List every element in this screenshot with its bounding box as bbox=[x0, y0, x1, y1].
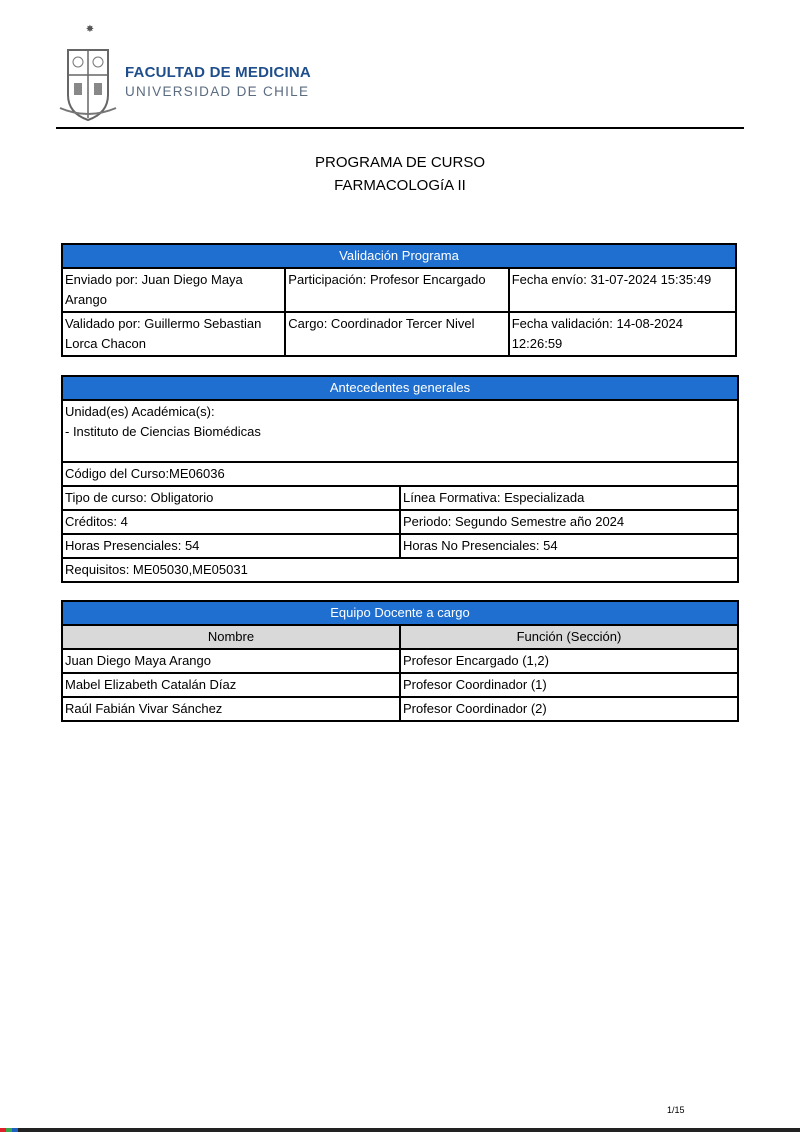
period: Periodo: Segundo Semestre año 2024 bbox=[400, 510, 738, 534]
validated-by: Validado por: Guillermo Sebastian Lorca Chacon bbox=[62, 312, 285, 356]
course-name: FARMACOLOGíA II bbox=[334, 177, 466, 194]
teacher-name: Juan Diego Maya Arango bbox=[62, 649, 400, 673]
requirements: Requisitos: ME05030,ME05031 bbox=[62, 558, 738, 582]
teacher-function: Profesor Coordinador (1) bbox=[400, 673, 738, 697]
non-in-person-hours: Horas No Presenciales: 54 bbox=[400, 534, 738, 558]
svg-text:✸: ✸ bbox=[85, 24, 95, 35]
credits: Créditos: 4 bbox=[62, 510, 400, 534]
table-row bbox=[62, 649, 738, 673]
column-header-function: Función (Sección) bbox=[400, 625, 738, 649]
course-code: Código del Curso:ME06036 bbox=[62, 462, 738, 486]
teaching-team-heading: Equipo Docente a cargo bbox=[62, 601, 738, 625]
sent-by: Enviado por: Juan Diego Maya Arango bbox=[62, 268, 285, 312]
header-divider bbox=[56, 127, 744, 129]
in-person-hours: Horas Presenciales: 54 bbox=[62, 534, 400, 558]
document-title: PROGRAMA DE CURSO bbox=[314, 154, 486, 171]
logo-line2: UNIVERSIDAD DE CHILE bbox=[125, 84, 310, 99]
teaching-team-table bbox=[61, 600, 739, 722]
participation: Participación: Profesor Encargado bbox=[285, 268, 508, 312]
academic-units bbox=[62, 400, 738, 462]
table-row bbox=[62, 673, 738, 697]
validation-heading: Validación Programa bbox=[62, 244, 736, 268]
teacher-function: Profesor Encargado (1,2) bbox=[400, 649, 738, 673]
general-info-heading: Antecedentes generales bbox=[62, 376, 738, 400]
teacher-name: Mabel Elizabeth Catalán Díaz bbox=[62, 673, 400, 697]
training-line: Línea Formativa: Especializada bbox=[400, 486, 738, 510]
table-row bbox=[62, 697, 738, 721]
academic-units-value: - Instituto de Ciencias Biomédicas bbox=[65, 424, 261, 439]
teacher-function: Profesor Coordinador (2) bbox=[400, 697, 738, 721]
sent-date: Fecha envío: 31-07-2024 15:35:49 bbox=[509, 268, 736, 312]
university-seal-icon bbox=[56, 20, 126, 124]
column-header-name: Nombre bbox=[62, 625, 400, 649]
course-type: Tipo de curso: Obligatorio bbox=[62, 486, 400, 510]
page-number: 1/15 bbox=[667, 1105, 685, 1115]
general-info-table bbox=[61, 375, 739, 583]
academic-units-label: Unidad(es) Académica(s): bbox=[65, 404, 215, 419]
validation-date: Fecha validación: 14-08-2024 12:26:59 bbox=[509, 312, 736, 356]
position: Cargo: Coordinador Tercer Nivel bbox=[285, 312, 508, 356]
logo-line1: FACULTAD DE MEDICINA bbox=[125, 64, 311, 81]
validation-table bbox=[61, 243, 737, 357]
teacher-name: Raúl Fabián Vivar Sánchez bbox=[62, 697, 400, 721]
footer-color-bar bbox=[0, 1128, 800, 1132]
